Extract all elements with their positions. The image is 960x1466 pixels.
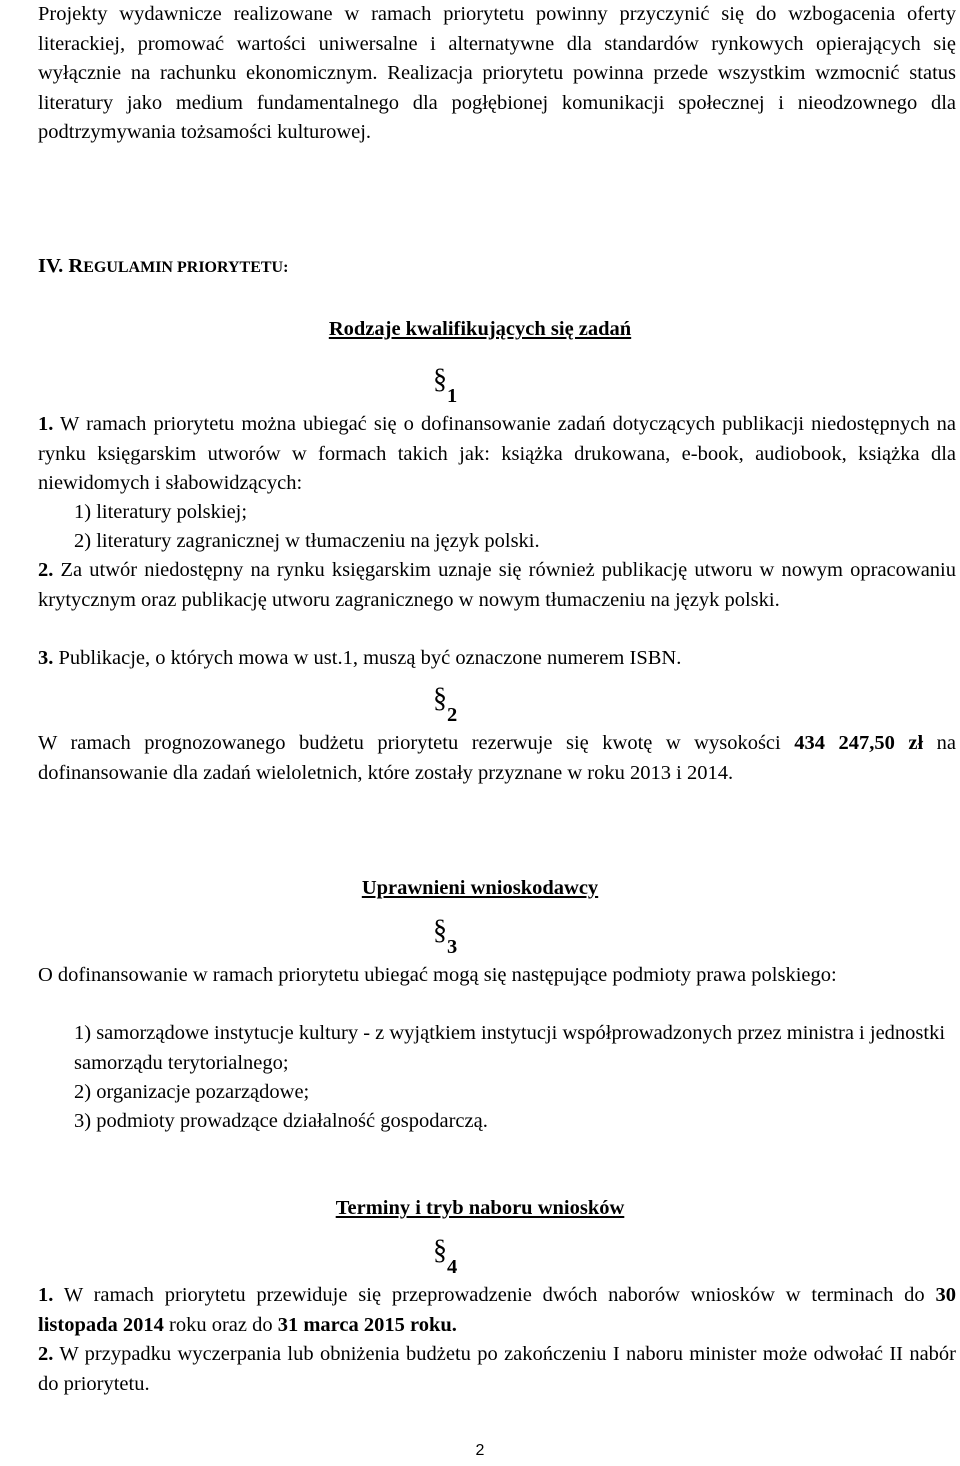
clause-text: W przypadku wyczerpania lub obniżenia budżetu po zakończeniu I naboru minister może odwołać II nabór do priorytetu. — [38, 1343, 956, 1395]
paragraph-mark-2 — [433, 683, 458, 731]
clause-1-3 — [38, 644, 956, 674]
intro-text: Projekty wydawnicze realizowane w ramach priorytetu powinny przyczynić się do wzbogacenia oferty literackiej, promować wartości uniwersalne i alternatywne dla standardów rynkowych opierających się wyłącznie na rachunku ekonomicznym. Realizacja priorytetu powinna przede wszystkim wzmocnić status literatury jako medium fundamentalnego dla pogłębionej komunikacji społecznej i nieodzownego dla podtrzymywania tożsamości kulturowej. — [38, 3, 956, 143]
paragraph-mark-3 — [433, 915, 458, 963]
heading-application-terms: Terminy i tryb naboru wniosków — [335, 1197, 625, 1219]
intro-paragraph — [38, 0, 956, 148]
section-number-4: 4 — [447, 1256, 458, 1278]
list-item: 1) literatury polskiej; — [74, 501, 248, 523]
list-item: 2) literatury zagranicznej w tłumaczeniu na język polski. — [74, 530, 540, 552]
section-number-2: 2 — [447, 704, 458, 726]
applicants-paragraph: O dofinansowanie w ramach priorytetu ubiegać mogą się następujące podmioty prawa polskiego: — [38, 964, 837, 986]
clause-text-mid: roku oraz do — [163, 1313, 278, 1336]
clause-4-1 — [38, 1281, 956, 1340]
list-item: 2) organizacje pozarządowe; — [74, 1081, 310, 1103]
clause-text: Publikacje, o których mowa w ust.1, muszą być oznaczone numerem ISBN. — [53, 647, 682, 669]
clause-4-2 — [38, 1340, 956, 1399]
budget-paragraph — [38, 729, 956, 788]
clause-text: W ramach priorytetu można ubiegać się o dofinansowanie zadań dotyczących publikacji niedostępnych na rynku księgarskim utworów w formach takich jak: książka drukowana, e-book, audiobook, książka dla niewidomych i słabowidzących: — [38, 413, 956, 494]
budget-amount: 434 247,50 zł — [794, 732, 924, 754]
list-item: 1) samorządowe instytucje kultury - z wyjątkiem instytucji współprowadzonych przez ministra i jednostki samorządu terytorialnego; — [74, 1022, 946, 1074]
section-iv-title-rest: EGULAMIN PRIORYTETU: — [83, 259, 289, 276]
heading-eligible-applicants: Uprawnieni wnioskodawcy — [361, 877, 599, 899]
section-sign: § — [433, 364, 447, 395]
clause-1-1 — [38, 410, 956, 499]
deadline-date-1: 30 listopada 2014 — [38, 1284, 956, 1336]
section-iv-heading — [38, 252, 288, 283]
budget-text: W ramach prognozowanego budżetu priorytetu rezerwuje się kwotę w wysokości — [38, 732, 795, 754]
deadline-date-2: 31 marca 2015 roku. — [277, 1313, 457, 1336]
page-number: 2 — [475, 1442, 485, 1459]
clause-number: 3. — [38, 647, 54, 669]
section-iv-title-initial: R — [68, 255, 84, 277]
paragraph-mark-1 — [433, 364, 458, 412]
clause-number: 2. — [38, 1343, 54, 1365]
heading-task-types: Rodzaje kwalifikujących się zadań — [328, 318, 632, 340]
clause-number: 1. — [38, 1284, 54, 1306]
clause-1-2 — [38, 556, 956, 615]
budget-text-rest: na dofinansowanie dla zadań wieloletnich, które zostały przyznane w roku 2013 i 2014. — [38, 732, 956, 784]
list-item: 3) podmioty prowadzące działalność gospodarczą. — [74, 1110, 488, 1132]
paragraph-mark-4 — [433, 1235, 458, 1283]
clause-number: 2. — [38, 559, 54, 581]
clause-number: 1. — [38, 413, 54, 435]
clause-text: W ramach priorytetu przewiduje się przeprowadzenie dwóch naborów wniosków w terminach do — [53, 1284, 936, 1306]
section-sign: § — [433, 683, 447, 714]
clause-text: Za utwór niedostępny na rynku księgarskim uznaje się również publikację utworu w nowym opracowaniu krytycznym oraz publikację utworu zagranicznego w nowym tłumaczeniu na język polski. — [38, 559, 956, 611]
section-iv-number: IV. — [38, 255, 64, 277]
section-number-1: 1 — [447, 385, 458, 407]
section-number-3: 3 — [447, 936, 458, 958]
section-sign: § — [433, 915, 447, 946]
section-sign: § — [433, 1235, 447, 1266]
